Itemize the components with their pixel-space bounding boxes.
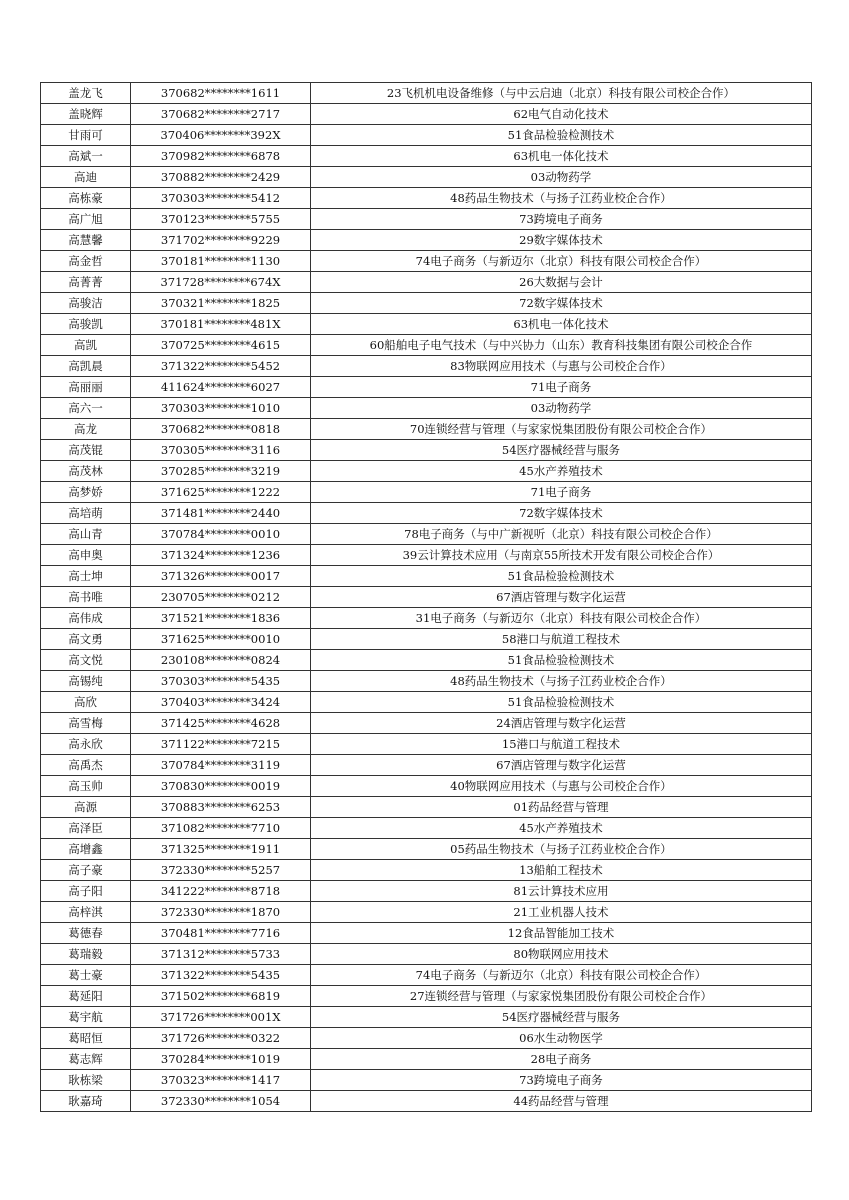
table-row — [41, 965, 812, 986]
table-row — [41, 146, 812, 167]
table-row — [41, 251, 812, 272]
table-row — [41, 629, 812, 650]
id-number-cell: 371122********7215 — [131, 734, 311, 755]
id-number-cell: 371325********1911 — [131, 839, 311, 860]
major-cell: 81云计算技术应用 — [311, 881, 812, 902]
id-number-cell: 370305********3116 — [131, 440, 311, 461]
major-cell: 03动物药学 — [311, 398, 812, 419]
major-cell: 67酒店管理与数字化运营 — [311, 755, 812, 776]
major-cell: 80物联网应用技术 — [311, 944, 812, 965]
student-name-cell: 高凯晨 — [41, 356, 131, 377]
student-name-cell: 葛宇航 — [41, 1007, 131, 1028]
major-cell: 54医疗器械经营与服务 — [311, 1007, 812, 1028]
id-number-cell: 230108********0824 — [131, 650, 311, 671]
id-number-cell: 371728********674X — [131, 272, 311, 293]
table-row — [41, 986, 812, 1007]
major-cell: 70连锁经营与管理（与家家悦集团股份有限公司校企合作） — [311, 419, 812, 440]
student-name-cell: 高梦娇 — [41, 482, 131, 503]
major-cell: 73跨境电子商务 — [311, 209, 812, 230]
id-number-cell: 370284********1019 — [131, 1049, 311, 1070]
table-row — [41, 692, 812, 713]
table-row — [41, 881, 812, 902]
id-number-cell: 370303********5412 — [131, 188, 311, 209]
id-number-cell: 370181********1130 — [131, 251, 311, 272]
major-cell: 62电气自动化技术 — [311, 104, 812, 125]
table-row — [41, 650, 812, 671]
table-row — [41, 125, 812, 146]
table-row — [41, 797, 812, 818]
id-number-cell: 371082********7710 — [131, 818, 311, 839]
student-name-cell: 高凯 — [41, 335, 131, 356]
id-number-cell: 341222********8718 — [131, 881, 311, 902]
table-row — [41, 293, 812, 314]
table-row — [41, 1007, 812, 1028]
major-cell: 21工业机器人技术 — [311, 902, 812, 923]
table-row — [41, 755, 812, 776]
student-name-cell: 高菁菁 — [41, 272, 131, 293]
student-name-cell: 高培萌 — [41, 503, 131, 524]
major-cell: 78电子商务（与中广新视听（北京）科技有限公司校企合作） — [311, 524, 812, 545]
table-row — [41, 944, 812, 965]
student-name-cell: 葛德春 — [41, 923, 131, 944]
id-number-cell: 370406********392X — [131, 125, 311, 146]
student-name-cell: 高茂锟 — [41, 440, 131, 461]
table-row — [41, 860, 812, 881]
major-cell: 13船舶工程技术 — [311, 860, 812, 881]
major-cell: 23飞机机电设备维修（与中云启迪（北京）科技有限公司校企合作） — [311, 83, 812, 104]
student-name-cell: 高广旭 — [41, 209, 131, 230]
major-cell: 83物联网应用技术（与惠与公司校企合作） — [311, 356, 812, 377]
id-number-cell: 370682********2717 — [131, 104, 311, 125]
student-name-cell: 高永欣 — [41, 734, 131, 755]
student-name-cell: 高六一 — [41, 398, 131, 419]
major-cell: 45水产养殖技术 — [311, 818, 812, 839]
table-row — [41, 1049, 812, 1070]
student-name-cell: 高雪梅 — [41, 713, 131, 734]
major-cell: 51食品检验检测技术 — [311, 692, 812, 713]
student-name-cell: 高龙 — [41, 419, 131, 440]
major-cell: 27连锁经营与管理（与家家悦集团股份有限公司校企合作） — [311, 986, 812, 1007]
major-cell: 48药品生物技术（与扬子江药业校企合作） — [311, 671, 812, 692]
table-row — [41, 461, 812, 482]
student-name-cell: 高欣 — [41, 692, 131, 713]
table-row — [41, 839, 812, 860]
major-cell: 06水生动物医学 — [311, 1028, 812, 1049]
table-row — [41, 356, 812, 377]
major-cell: 72数字媒体技术 — [311, 503, 812, 524]
student-name-cell: 葛士豪 — [41, 965, 131, 986]
table-row — [41, 545, 812, 566]
table-row — [41, 188, 812, 209]
major-cell: 24酒店管理与数字化运营 — [311, 713, 812, 734]
student-name-cell: 高栋豪 — [41, 188, 131, 209]
id-number-cell: 372330********1870 — [131, 902, 311, 923]
major-cell: 44药品经营与管理 — [311, 1091, 812, 1112]
major-cell: 63机电一体化技术 — [311, 146, 812, 167]
student-name-cell: 高山青 — [41, 524, 131, 545]
student-name-cell: 葛延阳 — [41, 986, 131, 1007]
student-name-cell: 葛昭恒 — [41, 1028, 131, 1049]
id-number-cell: 370682********1611 — [131, 83, 311, 104]
table-row — [41, 818, 812, 839]
table-row — [41, 587, 812, 608]
id-number-cell: 370784********0010 — [131, 524, 311, 545]
student-name-cell: 高伟成 — [41, 608, 131, 629]
id-number-cell: 370883********6253 — [131, 797, 311, 818]
id-number-cell: 371322********5435 — [131, 965, 311, 986]
major-cell: 60船舶电子电气技术（与中兴协力（山东）教育科技集团有限公司校企合作 — [311, 335, 812, 356]
major-cell: 03动物药学 — [311, 167, 812, 188]
id-number-cell: 370481********7716 — [131, 923, 311, 944]
major-cell: 58港口与航道工程技术 — [311, 629, 812, 650]
student-name-cell: 高源 — [41, 797, 131, 818]
table-row — [41, 923, 812, 944]
id-number-cell: 371324********1236 — [131, 545, 311, 566]
major-cell: 45水产养殖技术 — [311, 461, 812, 482]
student-name-cell: 耿栋梁 — [41, 1070, 131, 1091]
id-number-cell: 370725********4615 — [131, 335, 311, 356]
major-cell: 39云计算技术应用（与南京55所技术开发有限公司校企合作） — [311, 545, 812, 566]
id-number-cell: 372330********5257 — [131, 860, 311, 881]
table-row — [41, 209, 812, 230]
id-number-cell: 370123********5755 — [131, 209, 311, 230]
major-cell: 05药品生物技术（与扬子江药业校企合作） — [311, 839, 812, 860]
id-number-cell: 371726********001X — [131, 1007, 311, 1028]
student-name-cell: 盖龙飞 — [41, 83, 131, 104]
id-number-cell: 370682********0818 — [131, 419, 311, 440]
table-row — [41, 608, 812, 629]
id-number-cell: 371702********9229 — [131, 230, 311, 251]
student-name-cell: 高金哲 — [41, 251, 131, 272]
table-row — [41, 566, 812, 587]
table-row — [41, 314, 812, 335]
student-name-cell: 甘雨可 — [41, 125, 131, 146]
table-row — [41, 230, 812, 251]
id-number-cell: 370303********5435 — [131, 671, 311, 692]
table-row — [41, 1091, 812, 1112]
id-number-cell: 370321********1825 — [131, 293, 311, 314]
id-number-cell: 370323********1417 — [131, 1070, 311, 1091]
id-number-cell: 370285********3219 — [131, 461, 311, 482]
major-cell: 48药品生物技术（与扬子江药业校企合作） — [311, 188, 812, 209]
table-row — [41, 440, 812, 461]
table-row — [41, 167, 812, 188]
table-row — [41, 776, 812, 797]
id-number-cell: 371322********5452 — [131, 356, 311, 377]
id-number-cell: 371521********1836 — [131, 608, 311, 629]
student-name-cell: 高增鑫 — [41, 839, 131, 860]
student-name-cell: 高子阳 — [41, 881, 131, 902]
major-cell: 31电子商务（与新迈尔（北京）科技有限公司校企合作） — [311, 608, 812, 629]
major-cell: 54医疗器械经营与服务 — [311, 440, 812, 461]
student-name-cell: 盖晓辉 — [41, 104, 131, 125]
id-number-cell: 370830********0019 — [131, 776, 311, 797]
id-number-cell: 411624********6027 — [131, 377, 311, 398]
table-row — [41, 377, 812, 398]
major-cell: 51食品检验检测技术 — [311, 566, 812, 587]
student-name-cell: 高锡纯 — [41, 671, 131, 692]
student-name-cell: 高丽丽 — [41, 377, 131, 398]
student-name-cell: 葛瑞毅 — [41, 944, 131, 965]
table-row — [41, 1070, 812, 1091]
id-number-cell: 371625********0010 — [131, 629, 311, 650]
id-number-cell: 371312********5733 — [131, 944, 311, 965]
student-name-cell: 高禹杰 — [41, 755, 131, 776]
table-row — [41, 713, 812, 734]
student-roster-table — [40, 82, 812, 1112]
table-row — [41, 1028, 812, 1049]
student-name-cell: 高书唯 — [41, 587, 131, 608]
major-cell: 29数字媒体技术 — [311, 230, 812, 251]
major-cell: 71电子商务 — [311, 482, 812, 503]
student-name-cell: 葛志辉 — [41, 1049, 131, 1070]
id-number-cell: 371425********4628 — [131, 713, 311, 734]
major-cell: 12食品智能加工技术 — [311, 923, 812, 944]
major-cell: 51食品检验检测技术 — [311, 650, 812, 671]
table-row — [41, 83, 812, 104]
student-name-cell: 高子豪 — [41, 860, 131, 881]
table-row — [41, 335, 812, 356]
major-cell: 15港口与航道工程技术 — [311, 734, 812, 755]
id-number-cell: 371726********0322 — [131, 1028, 311, 1049]
student-name-cell: 高士坤 — [41, 566, 131, 587]
student-name-cell: 高斌一 — [41, 146, 131, 167]
major-cell: 73跨境电子商务 — [311, 1070, 812, 1091]
student-name-cell: 高泽臣 — [41, 818, 131, 839]
id-number-cell: 371326********0017 — [131, 566, 311, 587]
student-name-cell: 高文勇 — [41, 629, 131, 650]
major-cell: 72数字媒体技术 — [311, 293, 812, 314]
table-row — [41, 902, 812, 923]
id-number-cell: 370882********2429 — [131, 167, 311, 188]
student-name-cell: 高梓淇 — [41, 902, 131, 923]
major-cell: 51食品检验检测技术 — [311, 125, 812, 146]
id-number-cell: 370784********3119 — [131, 755, 311, 776]
id-number-cell: 372330********1054 — [131, 1091, 311, 1112]
id-number-cell: 370181********481X — [131, 314, 311, 335]
id-number-cell: 371481********2440 — [131, 503, 311, 524]
table-row — [41, 398, 812, 419]
id-number-cell: 370403********3424 — [131, 692, 311, 713]
table-row — [41, 104, 812, 125]
table-row — [41, 503, 812, 524]
student-name-cell: 高茂林 — [41, 461, 131, 482]
major-cell: 28电子商务 — [311, 1049, 812, 1070]
id-number-cell: 371502********6819 — [131, 986, 311, 1007]
student-name-cell: 高骏凯 — [41, 314, 131, 335]
major-cell: 74电子商务（与新迈尔（北京）科技有限公司校企合作） — [311, 965, 812, 986]
major-cell: 74电子商务（与新迈尔（北京）科技有限公司校企合作） — [311, 251, 812, 272]
student-name-cell: 高文悦 — [41, 650, 131, 671]
major-cell: 71电子商务 — [311, 377, 812, 398]
student-name-cell: 高申奥 — [41, 545, 131, 566]
table-row — [41, 734, 812, 755]
student-name-cell: 高迪 — [41, 167, 131, 188]
id-number-cell: 370303********1010 — [131, 398, 311, 419]
student-name-cell: 耿嘉琦 — [41, 1091, 131, 1112]
id-number-cell: 371625********1222 — [131, 482, 311, 503]
major-cell: 67酒店管理与数字化运营 — [311, 587, 812, 608]
major-cell: 63机电一体化技术 — [311, 314, 812, 335]
roster-body — [41, 83, 812, 1112]
table-row — [41, 524, 812, 545]
major-cell: 26大数据与会计 — [311, 272, 812, 293]
table-row — [41, 482, 812, 503]
student-name-cell: 高慧馨 — [41, 230, 131, 251]
major-cell: 40物联网应用技术（与惠与公司校企合作） — [311, 776, 812, 797]
id-number-cell: 370982********6878 — [131, 146, 311, 167]
student-name-cell: 高玉帅 — [41, 776, 131, 797]
id-number-cell: 230705********0212 — [131, 587, 311, 608]
major-cell: 01药品经营与管理 — [311, 797, 812, 818]
table-row — [41, 419, 812, 440]
table-row — [41, 671, 812, 692]
student-name-cell: 高骏洁 — [41, 293, 131, 314]
table-row — [41, 272, 812, 293]
